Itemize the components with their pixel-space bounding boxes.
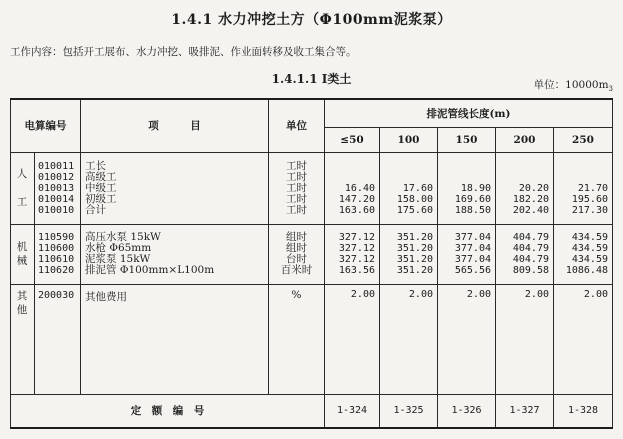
values-machinery: 327.12 327.12 327.12 163.56: [325, 224, 380, 284]
values-labor: 16.40 147.20 163.60: [325, 152, 380, 224]
values-labor: 17.60 158.00 175.60: [380, 152, 438, 224]
work-content: 工作内容：包括开工展布、水力冲挖、吸排泥、作业面转移及收工集合等。: [10, 46, 357, 58]
header-item: 项 目: [81, 99, 269, 152]
codes-machinery: 110590 110600 110610 110620: [35, 224, 81, 284]
category-other: 其 他: [11, 284, 35, 394]
group-machinery: [11, 224, 613, 284]
category-machinery: 机 械: [11, 224, 35, 284]
values-labor: 18.90 169.60 188.50: [438, 152, 496, 224]
length-header: 250: [554, 127, 613, 152]
value-other: 2.00: [438, 284, 496, 394]
length-header: 150: [438, 127, 496, 152]
items-machinery: 高压水泵 15kW 水枪 Φ65mm 泥浆泵 15kW 排泥管 Φ100mm×L100m: [81, 224, 269, 284]
codes-labor: 010011 010012 010013 010014 010010: [35, 152, 81, 224]
values-machinery: 351.20 351.20 351.20 351.20: [380, 224, 438, 284]
quota-number-label: 定 额 编 号: [11, 394, 325, 428]
items-labor: 工长 高级工 中级工 初级工 合计: [81, 152, 269, 224]
subsection-title: 1.4.1.1 Ⅰ类土: [271, 72, 352, 86]
header-row-1: [11, 99, 613, 127]
footer-row: [11, 394, 613, 428]
quota-number: 1-324: [325, 394, 380, 428]
quota-number: 1-326: [438, 394, 496, 428]
section-title: 1.4.1 水力冲挖土方（Φ100mm泥浆泵）: [171, 12, 452, 28]
header-unit: 单位: [269, 99, 325, 152]
group-labor: [11, 152, 613, 224]
group-other: [11, 284, 613, 394]
code-other: 200030: [35, 284, 81, 394]
unit-other: %: [269, 284, 325, 394]
header-code: 电算编号: [11, 99, 81, 152]
value-other: 2.00: [380, 284, 438, 394]
length-header: 200: [496, 127, 554, 152]
unit-power: 3: [608, 85, 613, 94]
item-other: 其他费用: [81, 284, 269, 394]
length-header: ≤50: [325, 127, 380, 152]
quota-number: 1-327: [496, 394, 554, 428]
length-header: 100: [380, 127, 438, 152]
category-labor: 人 工: [11, 152, 35, 224]
value-other: 2.00: [325, 284, 380, 394]
value-other: 2.00: [554, 284, 613, 394]
values-machinery: 377.04 377.04 377.04 565.56: [438, 224, 496, 284]
quota-table: [10, 98, 613, 429]
values-labor: 20.20 182.20 202.40: [496, 152, 554, 224]
unit-prefix: 单位：10000m: [533, 79, 609, 91]
values-machinery: 434.59 434.59 434.59 1086.48: [554, 224, 613, 284]
quota-number: 1-328: [554, 394, 613, 428]
value-other: 2.00: [496, 284, 554, 394]
values-labor: 21.70 195.60 217.30: [554, 152, 613, 224]
quota-number: 1-325: [380, 394, 438, 428]
units-machinery: 组时 组时 台时 百米时: [269, 224, 325, 284]
units-labor: 工时 工时 工时 工时 工时: [269, 152, 325, 224]
header-pipe-length: 排泥管线长度(m): [325, 99, 613, 127]
unit-label: [534, 77, 613, 93]
values-machinery: 404.79 404.79 404.79 809.58: [496, 224, 554, 284]
